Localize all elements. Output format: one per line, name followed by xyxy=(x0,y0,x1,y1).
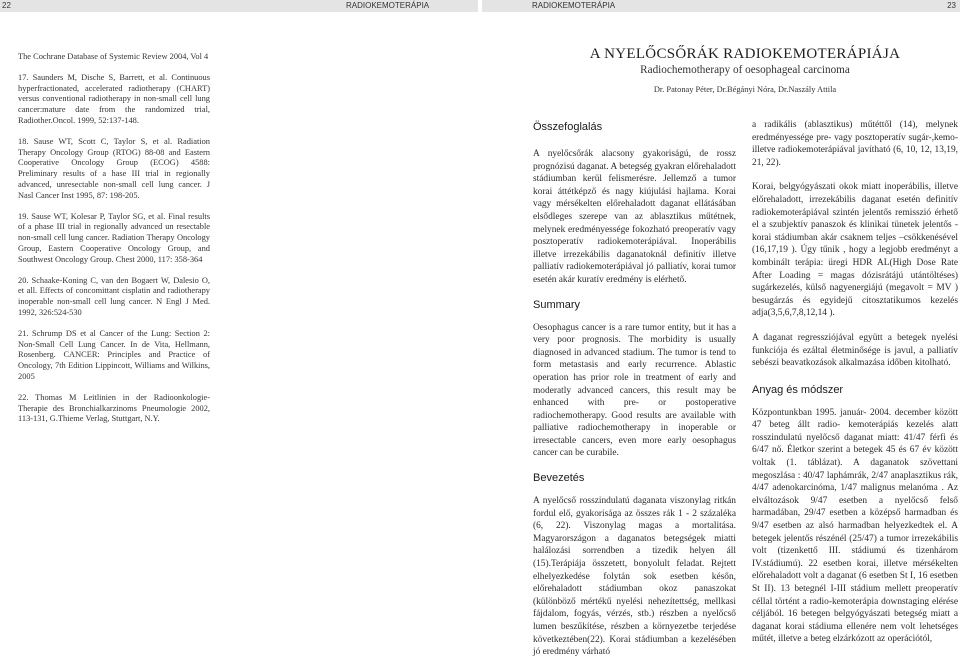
paragraph-radikalis: a radikális (ablasztikus) műtéttől (14), melynek eredményessége pre- vagy posztoperatív sugár-,kemo- illetve radiokemoterápiával javítható (6, 10, 12, 13,19, 21, 22). xyxy=(752,120,958,168)
reference-list xyxy=(18,52,210,435)
left-page-header xyxy=(0,0,478,12)
paragraph-regresszio: A daganat regressziójával együtt a betegek nyelési funkciója és ezáltal életminősége is javul, a palliatív sebészi beavatkozások alkalmazása időben kitolható. xyxy=(752,332,958,369)
paragraph-osszefoglalas: A nyelőcsőrák alacsony gyakoriságú, de rossz prognózisú daganat. A betegség gyakran előrehaladott stádiumban kerül felismerésre. Jellemző a tumor korai áttétképző és nagy kiújulási hajlama. Korai vagy mérsékelten előrehaladott daganat ellátásában elsődleges szerepe van az ablasztikus műtétnek, melynek eredményessége fokozható preoperatív vagy posztoperatív radiokemoterápiával. Inoperábilis illetve irrezekábilis daganatoknál definitív illetve palliatív radiokemoterápiával jó palliatív, korai tumor esetén akár kuratív eredmény is elérhető. xyxy=(533,149,736,285)
left-page-number: 22 xyxy=(2,1,11,10)
reference-item: 21. Schrump DS et al Cancer of the Lung: Section 2: Non-Small Cell Lung Cancer. In de Vita, Hellmann, Rosenberg. CANCER: Principles and Practice of Oncology, 7th Edition Lippincott, Williams and Wilkins, 2005 xyxy=(18,328,210,381)
reference-item: 17. Saunders M, Dische S, Barrett, et al. Continuous hyperfractionated, accelerated radiotherapy (CHART) versus conventional radiotherapy in non-small cell lung cancer:mature date from the randomized trial, Radiother.Oncol. 1999, 52:137-148. xyxy=(18,72,210,125)
paragraph-korai: Korai, belgyógyászati okok miatt inoperábilis, illetve előrehaladott, irrezekábilis daganat esetén definitív radiokemoterápiával szintén jelentős remisszió érhető el a szubjektív panaszok és klinikai tünetek jelentős - korai stádiumban akár csaknem teljes –csökkenésével (16,17,19 ). Úgy tűnik , hogy a legjobb eredményt a kombinált terápia: üregi HDR AL(High Dose Rate After Loading = magas dózisrátájú utántöltéses) sugárkezelés, külső nagyenergiájú (megavolt = MV ) besugárzás és egyidejű citosztatikumos kezelés adja(3,5,6,7,8,12,14 ). xyxy=(752,182,958,319)
section-heading-osszefoglalas: Összefoglalás xyxy=(533,121,603,133)
article-title: A NYELŐCSŐRÁK RADIOKEMOTERÁPIÁJA xyxy=(589,46,901,62)
paragraph-anyag: Központunkban 1995. január- 2004. december között 47 beteg állt radio- kemoterápiás kezelés alatt rosszindulatú nyelőcső daganat miatt: 41/47 férfi és 6/47 nő. Életkor szerint a betegek 45 és 67 év között voltak (1. táblázat). A daganatok szövettani megoszlása : 40/47 laphámrák, 2/47 anaplasztikus rák, 4/47 adenokarcinóma, 1/47 malignus melanóma . Az elváltozások 9/47 esetben a nyelőcső felső harmadában, 29/47 esetben a középső harmadban és 9/47 esetben az alsó harmadban helyezkedtek el. A betegek jelentős részénél (25/47) a tumor irrezekábilis volt (tizenkettő III. stádiumú és tizenhárom IV.stádiumú). 22 esetben korai, illetve mérsékelten előrehaladott volt a daganat (6 esetben St I, 16 esetben St II). 13 betegnél I-III stádium mellett preoperatív céllal történt a radio-kemoterápia downstaging elérése céljából. 16 betegen belgyógyászati betegség miatt a daganat korai stádiuma ellenére nem volt lehetséges műtét, illetve a beteg elzárkózott az operációtól, xyxy=(752,407,958,645)
article-authors: Dr. Patonay Péter, Dr.Bégányi Nóra, Dr.Naszály Attila xyxy=(653,85,837,94)
reference-item: 19. Sause WT, Kolesar P, Taylor SG, et al. Final results of a phase III trial in regionally advanced un resectable non-small cell lung cancer. Radiation Therapy Oncology Group, Eastern Cooperative Oncology Group, and Southwest Oncology Group. Chest 2000, 117: 358-364 xyxy=(18,211,210,264)
article-column-left xyxy=(533,119,736,671)
left-running-title: RADIOKEMOTERÁPIA xyxy=(346,1,430,10)
section-heading-summary: Summary xyxy=(533,298,581,311)
right-page-number: 23 xyxy=(947,1,956,10)
article-subtitle: Radiochemotherapy of oesophageal carcinoma xyxy=(640,64,850,76)
reference-item: 22. Thomas M Leitlinien in der Radioonkologie- Therapie des Bronchialkarzinoms Pneumologie 2002, 113-131, G.Thieme Verlag, Stuttgart, N.Y. xyxy=(18,392,210,424)
reference-item: 18. Sause WT, Scott C, Taylor S, et al. Radiation Therapy Oncology Group (RTOG) 88-08 and Eastern Cooperative Oncology Group (ECOG) 4588: Preliminary results of a hase III trial in regionally advanced, unresectable non-small cell lung cancer. J Nasl Cancer Inst 1995, 87: 198-205. xyxy=(18,136,210,200)
article-column-right xyxy=(752,119,958,658)
right-page-header xyxy=(482,0,960,12)
paragraph-bevezetes: A nyelőcső rosszindulatú daganata viszonylag ritkán fordul elő, gyakorisága az összes rák 1 - 2 százaléka (6, 22). Viszonylag magas a mortalitása. Magyarországon a daganatos betegségek miatti halálozási sorrendben a tizedik helyen áll (15).Terápiája összetett, bonyolult feladat. Rejtett elhelyezkedése folytán sok esetben későn, előrehaladott stádiumban okoz panaszokat (különböző mértékű nyelési nehezítettség, mellkasi fájdalom, fogyás, vérzés, stb.) részben a nyelőcső lumen beszűkítése, részben a környezetbe terjedése következtében(22). Korai stádiumban a kezelésében jó eredmény várható xyxy=(533,496,736,658)
section-heading-anyag: Anyag és módszer xyxy=(752,383,844,396)
reference-item: The Cochrane Database of Systemic Review 2004, Vol 4 xyxy=(18,52,209,61)
paragraph-summary: Oesophagus cancer is a rare tumor entity, but it has a very poor prognosis. The morbidity is usually diagnosed in advanced stadium. The tumor is tend to form metastasis and early recurrence. Ablastic operation has prior role in treatment of early and moderatly advanced cancers, this result may be enhanced with pre- or postoperative radiochemotherapy. Good results are available with palliative radiochemotherapy in inoperable or irresectable cancers, even more early oesophagus cancer can be curabile. xyxy=(533,322,736,459)
right-running-title: RADIOKEMOTERÁPIA xyxy=(532,1,616,10)
reference-item: 20. Schaake-Koning C, van den Bogaert W, Dalesio O, et all. Effects of concomittant cisplatin and radiotherapy inoperable non-small cell lung cancer. N Engl J Med. 1992, 326:524-530 xyxy=(18,275,210,317)
section-heading-bevezetes: Bevezetés xyxy=(533,472,585,485)
article-header xyxy=(530,46,960,94)
